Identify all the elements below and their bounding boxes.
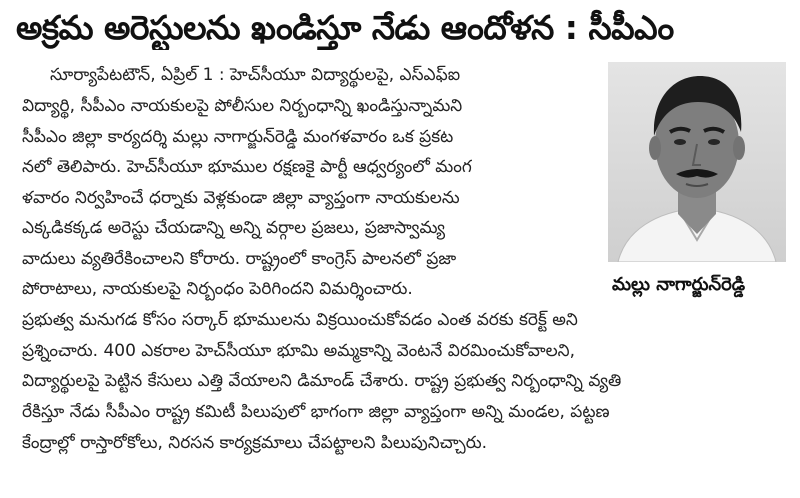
body-line: నలో తెలిపారు. హెచ్‌సీయూ భూముల రక్షణకై పార్టీ ఆధ్వర్యంలో మంగ — [22, 157, 472, 177]
body-line: వాదులు వ్యతిరేకించాలని కోరారు. రాష్ట్రంలో కాంగ్రెస్ పాలనలో ప్రజా — [22, 249, 457, 269]
body-line: సూర్యాపేటటౌన్, ఏప్రిల్ 1 : హెచ్‌సీయూ విద్యార్థులపై, ఎస్ఎఫ్ఐ — [50, 65, 461, 85]
headline: అక్రమ అరెస్టులను ఖండిస్తూ నేడు ఆందోళన : సీపీఎం — [16, 8, 674, 47]
body-line: విద్యార్థులపై పెట్టిన కేసులు ఎత్తి వేయాలని డిమాండ్ చేశారు. రాష్ట్ర ప్రభుత్వ నిర్బంధాన్ని వ్యతి — [22, 371, 622, 391]
body-line: విద్యార్థి, సీపీఎం నాయకులపై పోలీసుల నిర్బంధాన్ని ఖండిస్తున్నామని — [22, 96, 463, 116]
body-line: రేకిస్తూ నేడు సీపీఎం రాష్ట్ర కమిటీ పిలుపులో భాగంగా జిల్లా వ్యాప్తంగా అన్ని మండల, పట్టణ — [22, 402, 610, 422]
body-line: ప్రభుత్వ మనుగడ కోసం సర్కార్ భూములను విక్రయించుకోవడం ఎంత వరకు కరెక్ట్ అని — [22, 310, 578, 330]
body-line: పోరాటాలు, నాయకులపై నిర్బంధం పెరిగిందని విమర్శించారు. — [22, 279, 413, 299]
portrait-photo — [608, 62, 786, 262]
photo-caption: మల్లు నాగార్జున్‌రెడ్డి — [612, 274, 746, 295]
body-line: ళవారం నిర్వహించే ధర్నాకు వెళ్లకుండా జిల్లా వ్యాప్తంగా నాయకులను — [22, 188, 460, 208]
body-line: ప్రశ్నించారు. 400 ఎకరాల హెచ్‌సీయూ భూమి అమ్మకాన్ని వెంటనే విరమించుకోవాలని, — [22, 341, 576, 361]
body-line: ఎక్కడికక్కడ అరెస్టు చేయడాన్ని అన్ని వర్గాల ప్రజలు, ప్రజాస్వామ్య — [22, 218, 446, 238]
person-portrait-icon — [608, 62, 786, 262]
body-line: సీపీఎం జిల్లా కార్యదర్శి మల్లు నాగార్జున్‌రెడ్డి మంగళవారం ఒక ప్రకట — [22, 127, 454, 147]
body-line: కేంద్రాల్లో రాస్తారోకోలు, నిరసన కార్యక్రమాలు చేపట్టాలని పిలుపునిచ్చారు. — [22, 433, 488, 453]
